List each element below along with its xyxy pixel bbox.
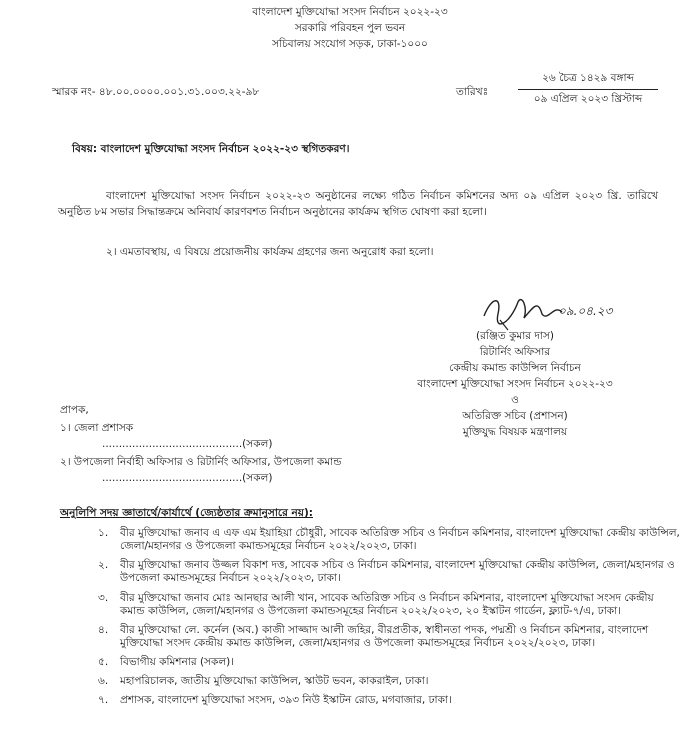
signatory-role-5: অতিরিক্ত সচিব (প্রশাসন) [462, 410, 568, 422]
copy-item: ১. বীর মুক্তিযোদ্ধা জনাব এ এফ এম ইয়াহিয়া চৌধুরী, সাবেক অতিরিক্ত সচিব ও নির্বাচন কমিশনার, বাংলাদেশ মুক্তিযোদ্ধা কেন্দ্রীয় কাউন্সিল, জেলা/মহানগর ও উপজেলা কমান্ডসমূহের নির্বাচন ২০২২/২০২৩, ঢাকা। [98, 527, 680, 553]
copies-list [80, 527, 680, 713]
copy-item: ২. বীর মুক্তিযোদ্ধা জনাব উজ্জল বিকাশ দত্ত, সাবেক সচিব ও নির্বাচন কমিশনার, বাংলাদেশ মুক্তিযোদ্ধা কেন্দ্রীয় কাউন্সিল, জেলা/মহানগর ও উপজেলা কমান্ডসমূহের নির্বাচন ২০২২/২০২৩, ঢাকা। [98, 559, 675, 585]
recipient-1-blank: ..........................................(সকল) [102, 438, 273, 450]
signatory-role-3: বাংলাদেশ মুক্তিযোদ্ধা সংসদ নির্বাচন ২০২২-২৩ [417, 378, 613, 390]
recipient-1: ১। জেলা প্রশাসক [60, 422, 134, 434]
copy-item: ৭. প্রশাসক, বাংলাদেশ মুক্তিযোদ্ধা সংসদ, ৩৯৩ নিউ ইস্কাটন রোড, মগবাজার, ঢাকা। [98, 694, 452, 707]
signature-date: ০৯.০৪.২৩ [558, 304, 613, 318]
body-paragraph-1: বাংলাদেশ মুক্তিযোদ্ধা সংসদ নির্বাচন ২০২২-২৩ অনুষ্ঠানের লক্ষ্যে গঠিত নির্বাচন কমিশনের অদ্য ০৯ এপ্রিল ২০২৩ খ্রি. তারিখে অনুষ্ঠিত ৮ম সভার সিদ্ধান্তক্রমে অনিবার্য কারণবশত নির্বাচন অনুষ্ঠানের কার্যক্রম স্থগিত ঘোষণা করা হলো। [58, 190, 658, 219]
recipient-2: ২। উপজেলা নির্বাহী অফিসার ও রিটার্নিং অফিসার, উপজেলা কমান্ড [60, 456, 342, 468]
signatory-name: (রঞ্জিত কুমার দাস) [476, 330, 554, 342]
copies-heading: অনুলিপি সদয় জ্ঞাতার্থে/কার্যার্থে (জ্যেষ্ঠতার ক্রমানুসারে নয়): [60, 507, 313, 519]
signatory-role-4: ও [511, 394, 519, 406]
signatory-role-2: কেন্দ্রীয় কমান্ড কাউন্সিল নির্বাচন [449, 362, 581, 374]
header-line-2: সরকারি পরিবহন পুল ভবন [294, 22, 406, 34]
recipient-2-blank: ..........................................(সকল) [102, 472, 273, 484]
date-bangla: ২৬ চৈত্র ১৪২৯ বঙ্গাব্দ [542, 72, 634, 84]
date-divider [518, 89, 658, 90]
header-line-3: সচিবালয় সংযোগ সড়ক, ঢাকা-১০০০ [272, 38, 428, 50]
copy-item: ৩. বীর মুক্তিযোদ্ধা জনাব মোঃ আনছার আলী খান, সাবেক অতিরিক্ত সচিব ও নির্বাচন কমিশনার, বাংলাদেশ মুক্তিযোদ্ধা সংসদ কেন্দ্রীয় কমান্ড কাউন্সিল, জেলা/মহানগর ও উপজেলা কমান্ডসমূহের নির্বাচন ২০২২/২০২৩, ২০ ইস্কাটন গার্ডেন, ফ্ল্যাট-৭/এ, ঢাকা। [98, 591, 654, 617]
recipients-label: প্রাপক, [60, 404, 89, 416]
memo-reference: স্মারক নং- ৪৮.০০.০০০০.০০১.৩১.০০৩.২২-৯৮ [52, 86, 260, 98]
subject-line: বিষয়: বাংলাদেশ মুক্তিযোদ্ধা সংসদ নির্বাচন ২০২২-২৩ স্থগিতকরণ। [72, 143, 350, 155]
date-label: তারিখঃ [456, 86, 489, 98]
copy-item: ৬. মহাপরিচালক, জাতীয় মুক্তিযোদ্ধা কাউন্সিল, স্কাউট ভবন, কাকরাইল, ঢাকা। [98, 675, 429, 688]
header-line-1: বাংলাদেশ মুক্তিযোদ্ধা সংসদ নির্বাচন ২০২২-২৩ [252, 6, 448, 18]
signatory-role-1: রিটার্নিং অফিসার [479, 346, 551, 358]
copy-item: ৪. বীর মুক্তিযোদ্ধা লে. কর্নেল (অব.) কাজী সাজ্জাদ আলী জহির, বীরপ্রতীক, স্বাধীনতা পদক, পদ্মশ্রী ও নির্বাচন কমিশনার, বাংলাদেশ মুক্তিযোদ্ধা সংসদ কেন্দ্রীয় কমান্ড কাউন্সিল, জেলা/মহানগর ও উপজেলা কমান্ডসমূহের নির্বাচন ২০২২/২০২৩, ঢাকা। [98, 623, 649, 649]
date-english: ০৯ এপ্রিল ২০২৩ খ্রিস্টাব্দ [533, 93, 643, 105]
copy-item: ৫. বিভাগীয় কমিশনার (সকল)। [98, 656, 234, 668]
body-paragraph-2: ২। এমতাবস্থায়, এ বিষয়ে প্রয়োজনীয় কার্যক্রম গ্রহণের জন্য অনুরোধ করা হলো। [106, 246, 434, 258]
signatory-role-6: মুক্তিযুদ্ধ বিষয়ক মন্ত্রণালয় [462, 426, 568, 438]
